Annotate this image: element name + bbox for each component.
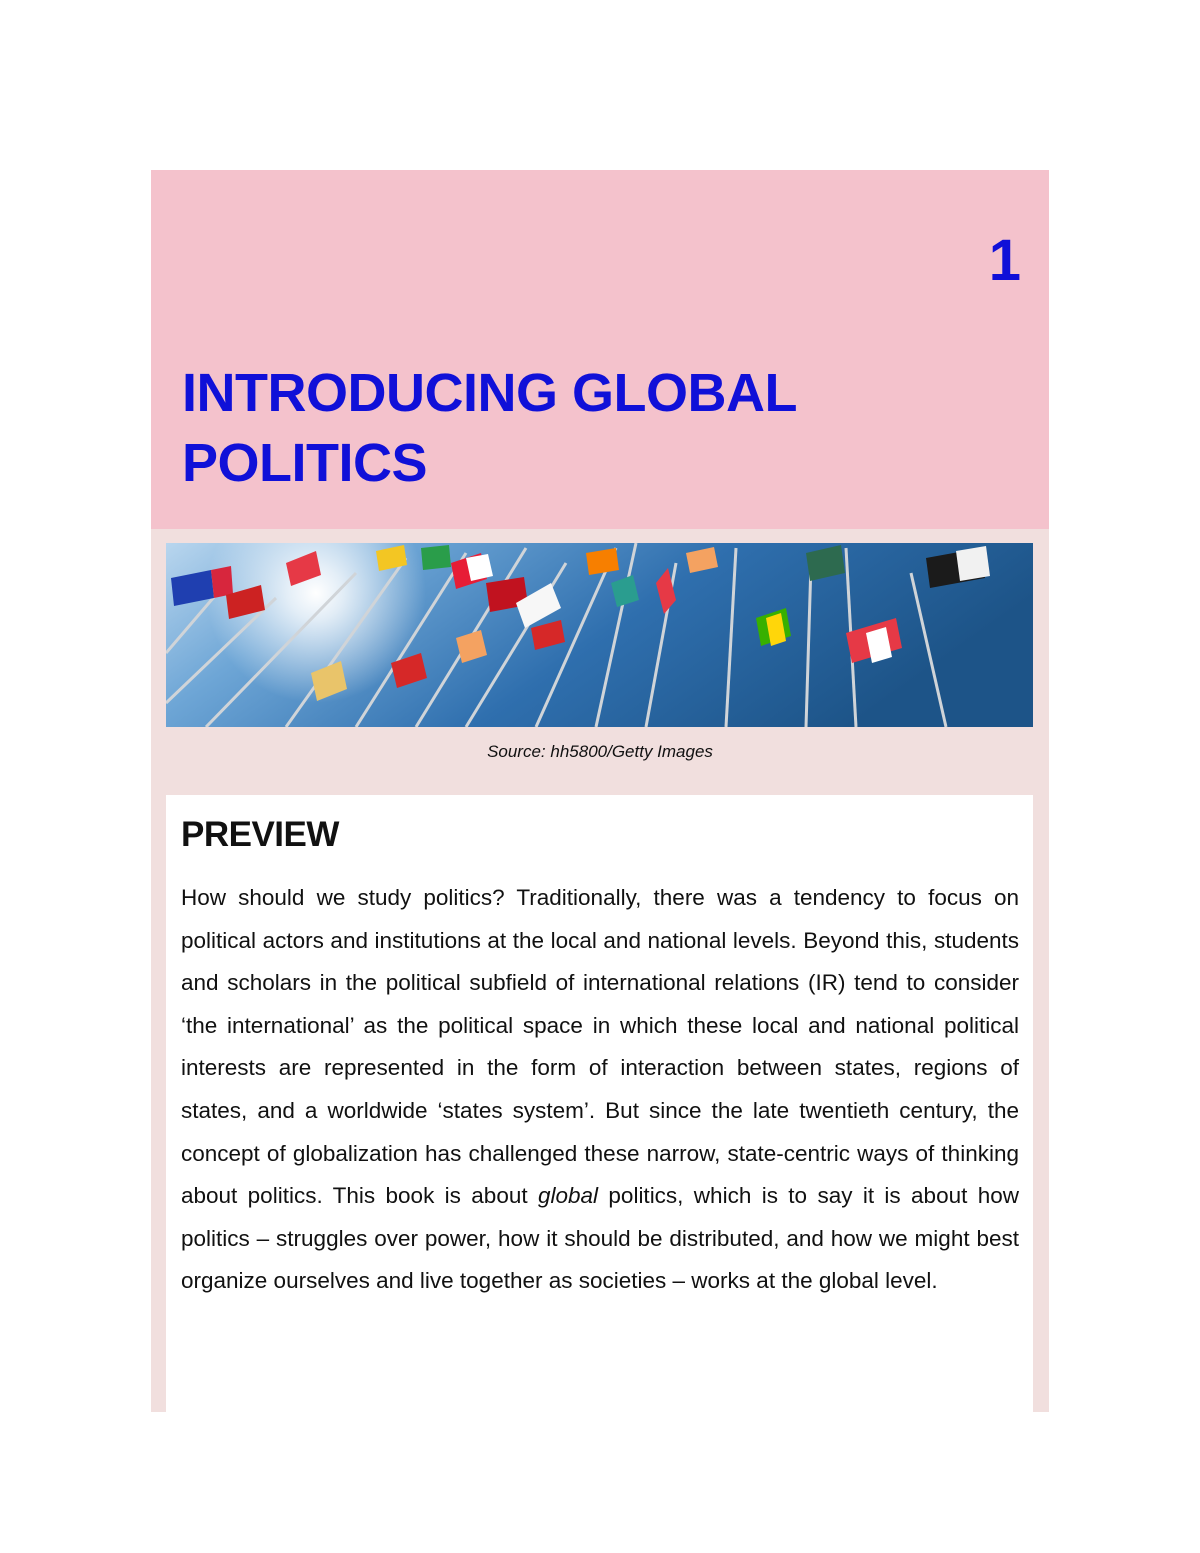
photo-caption: Source: hh5800/Getty Images [487, 742, 713, 761]
chapter-title-line-2: POLITICS [182, 433, 428, 493]
preview-paragraph [181, 877, 1019, 1303]
preview-text-part-1: How should we study politics? Traditionally, there was a tendency to focus on political actors and institutions at the local and national levels. Beyond this, students and scholars in the political subfield of international relations (IR) tend to consider ‘the international’ as the political space in which these local and national political interests are represented in the form of interaction between states, regions of states, and a worldwide ‘states system’. But since the late twentieth century, the concept of globalization has challenged these narrow, state-centric ways of thinking about politics. This book is about [181, 885, 1019, 1209]
chapter-header [151, 170, 1049, 529]
chapter-number: 1 [988, 228, 1021, 293]
preview-text-emphasis: global [537, 1183, 599, 1209]
chapter-title [182, 358, 797, 498]
preview-text-part-2: politics, which is to say it is about how politics – struggles over power, how it should be distributed, and how we might best organize ourselves and live together as societies – works at the global level. [181, 1183, 1019, 1294]
chapter-title-line-1: INTRODUCING GLOBAL [182, 363, 797, 423]
flags-photo [166, 543, 1033, 727]
preview-heading: PREVIEW [181, 815, 339, 854]
preview-box [166, 795, 1033, 1412]
chapter-opener [151, 170, 1049, 1412]
